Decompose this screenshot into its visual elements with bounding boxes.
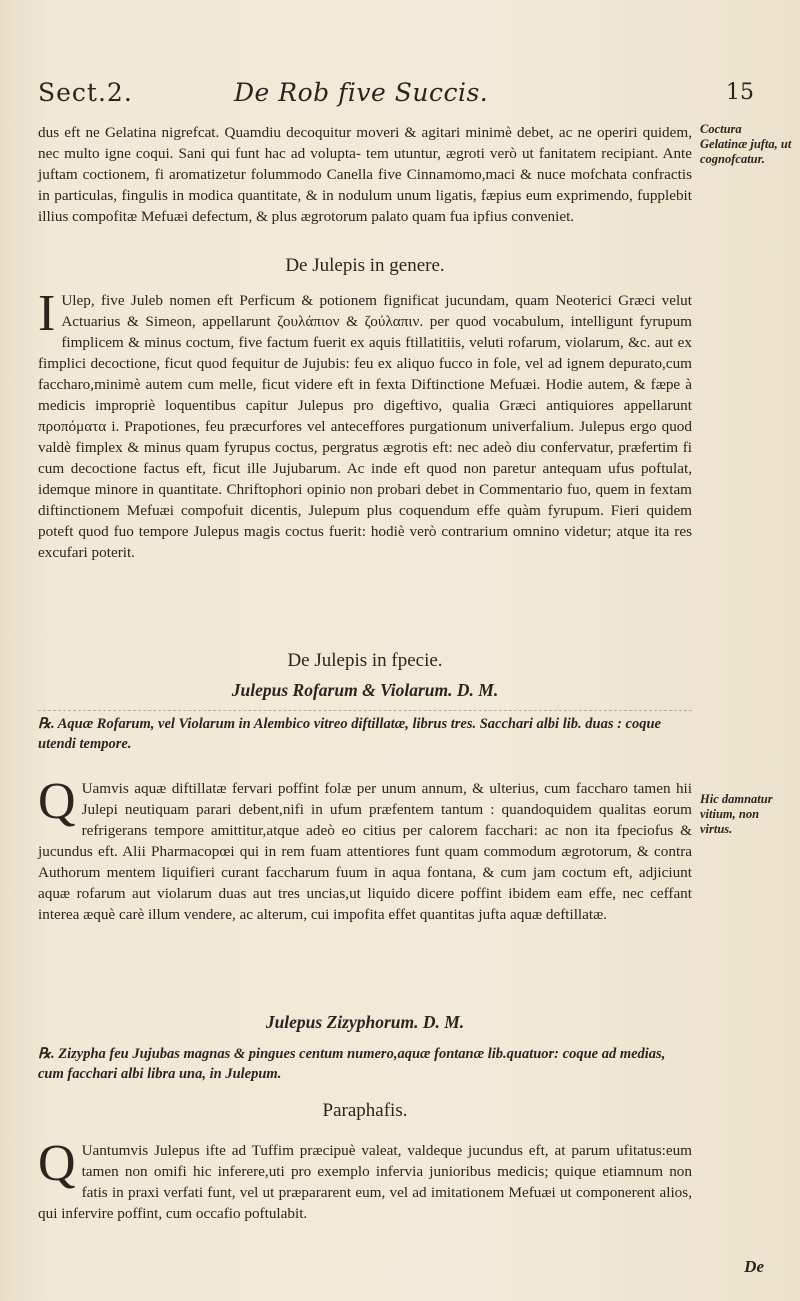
running-header [38,78,768,112]
section-label: Sect.2. [38,78,133,107]
section-genere-text: Ulep, five Juleb nomen eft Perficum & potionem fignificat jucundam, quam Neoterici Græci velut Actuarius & Simeon, appellarunt ζουλάπιον & ζούλαπιν. per quod vocabulum, intelligunt fyrupum fimplicem & minus coctum, five factum fuerit ex aquis ftillatitiis, veluti rofarum, violarum, &c. aut ex fimplici decoctione, ficut quod fequitur de Jujubis: feu ex aliquo fucco in fole, vel ad ignem depurato,cum faccharo,minimè autem cum melle, ficut videre eft in fexta Diftinctione Mefuæi. Hodie autem, & fæpe à medicis impropriè loquentibus capitur Julepus pro digeftivo, qualia Græci antiquiores appellarunt προπόματα i. Prapotiones, feu præcurfores vel anteceffores purgationum univerfalium. Julepus ergo quod valdè fimplex & minus quam fyrupus coctus, pergratus ægrotis eft: nec adeò diu confervatur, præfertim fi cum decoctione factus eft, ficut ille Jujubarum. Ac inde eft quod non paretur antequam ufus poftulat, idemque minore in quantitate. Chriftophori opinio non probari debet in Commentario fuo, quem in fextam diftinctionem Mefuæi compofuit dicentis, Julepum plus coquendum effe quàm fyrupum. Fieri quidem poteft quod fuo tempore Julepus magis coctus fuerit: hodiè verò contrarium omnino videtur; atque ita res excufari poterit. [38,292,692,561]
dropcap-i: I [38,285,56,342]
divider-rule [38,710,692,711]
margin-note-damnatur: Hic damnatur vitium, non virtus. [700,792,773,836]
recipe-rosarum: ℞. Aquæ Rofarum, vel Violarum in Alembico vitreo diftillatæ, librus tres. Sacchari albi lib. duas : coque utendi tempore. [38,716,661,752]
intro-text: dus eft ne Gelatina nigrefcat. Quamdiu decoquitur moveri & agitari minimè debet, ac ne operiri quidem, nec multo igne coqui. Sani qui funt hac ad volupta- tem utuntur, ægroti verò ut fanitatem recipiant. Ante juftam coctionem, fi aromatizetur folummodo Canella five Cinnamomo,maci & nuce mofchata confractis in particulas, fingulis in modica quantitate, & in nodulum unum ligatis, fæpius eum exprimendo, fupplebit illius compofitæ Mefuæi defectum, & plus ægrotorum palato quam fua ipfius conveniet. [38,124,692,225]
margin-note-coctura: Coctura Gelatinæ jufta, ut cognofcatur. [700,122,792,166]
paraphasis-text: Uantumvis Julepus ifte ad Tuffim præcipuè valeat, valdeque jucundus eft, at parum ufitatus:eum tamen non omifi hic inferere,uti pro exemplo infervia junioribus medicis; quique etiamnum non fatis in praxi verfati funt, vel ut præpararent eum, vel ad imitationem Mefuæi ut componerent alios, qui infervire poffint, cum occafio poftulabit. [38,1142,692,1222]
section-heading-genere: De Julepis in genere. [285,255,445,276]
section-specie-body [38,773,692,978]
section-heading-paraphasis: Paraphafis. [322,1100,408,1121]
section-heading-specie: De Julepis in fpecie. [287,650,443,671]
dropcap-q1: Q [38,773,76,830]
catchword: De [744,1257,764,1276]
section-genere-body [38,285,692,600]
running-title: De Rob five Succis. [234,78,489,107]
recipe-title-zizyphorum: Julepus Zizyphorum. D. M. [265,1012,465,1032]
paraphasis-body [38,1135,692,1250]
intro-paragraph [38,122,692,228]
page-number: 15 [726,80,754,105]
recipe-title-rosarum: Julepus Rofarum & Violarum. D. M. [231,680,499,700]
dropcap-q2: Q [38,1135,76,1192]
section-specie-text: Uamvis aquæ diftillatæ fervari poffint folæ per unum annum, & ulterius, cum faccharo tamen hii Julepi neutiquam parari debent,nifi in ufum præfentem tantum : quandoquidem qualitas eorum refrigerans tempore amittitur,atque adeò eo citius per calorem facchari: ac non ita fpeciofus & jucundus eft. Alii Pharmacopœi qui in rem fuam attentiores funt quam commodum ægrotorum, & contra Authorum mentem liquifieri curant faccharum fuum in aqua fontana, & cum jam coctum eft, adjiciunt aquæ rofarum aut violarum duas aut tres uncias,ut liquido dicere poffint ibidem eam effe, nec ceffant interea æquè carè illum vendere, ac alterum, cui impofita effet quantitas jufta aquæ deftillatæ. [38,780,692,923]
recipe-zizyphorum: ℞. Zizypha feu Jujubas magnas & pingues centum numero,aquæ fontanæ lib.quatuor: coque ad medias, cum facchari albi libra una, in Julepum. [38,1046,666,1082]
